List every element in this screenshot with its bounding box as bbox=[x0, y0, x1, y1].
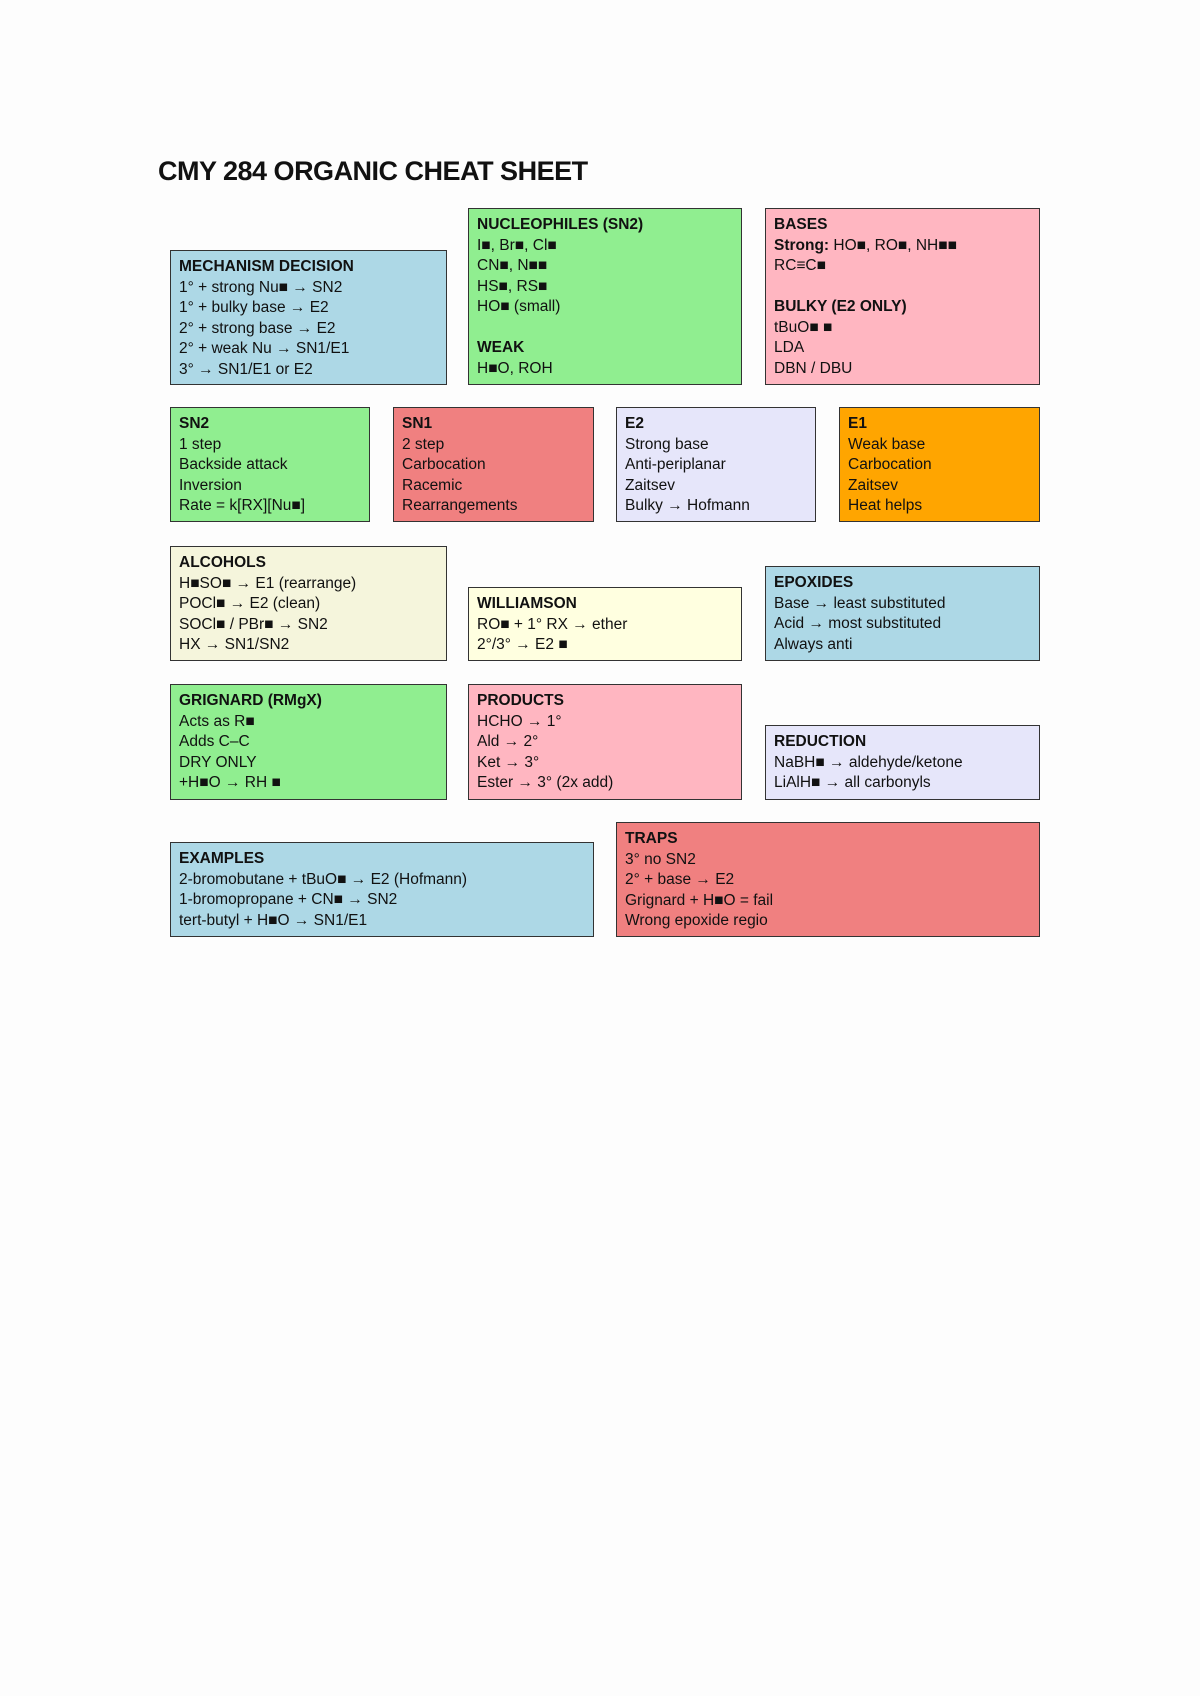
box-line: Zaitsev bbox=[625, 476, 675, 494]
box-line: Ket → 3° bbox=[477, 753, 540, 771]
box-line: Always anti bbox=[774, 635, 853, 653]
box-line: Grignard + H■O = fail bbox=[625, 891, 774, 909]
box-heading: SN2 bbox=[179, 415, 210, 432]
box-line: 2-bromobutane + tBuO■ → E2 (Hofmann) bbox=[179, 870, 468, 888]
box-line: HX → SN1/SN2 bbox=[179, 636, 290, 653]
box-line: 2° + strong base → E2 bbox=[179, 319, 336, 337]
traps-box bbox=[616, 822, 1040, 937]
box-line: 1° + bulky base → E2 bbox=[179, 299, 329, 316]
box-line: 2°/3° → E2 ■ bbox=[477, 636, 568, 653]
alcohols-box bbox=[170, 546, 447, 661]
strong-label: Strong: bbox=[774, 236, 830, 254]
sn1-box bbox=[393, 407, 594, 522]
box-heading: E2 bbox=[625, 415, 644, 432]
box-heading: SN1 bbox=[402, 415, 433, 432]
box-line: 1-bromopropane + CN■ → SN2 bbox=[179, 891, 398, 908]
box-heading: NUCLEOPHILES (SN2) bbox=[477, 216, 644, 233]
page-title: CMY 284 ORGANIC CHEAT SHEET bbox=[158, 156, 588, 186]
examples-box bbox=[170, 842, 594, 937]
box-line: Carbocation bbox=[848, 456, 932, 473]
e2-box bbox=[616, 407, 816, 522]
box-line: HS■, RS■ bbox=[477, 277, 548, 295]
reduction-box bbox=[765, 725, 1040, 800]
nucleophiles-box bbox=[468, 208, 742, 385]
box-subheading: WEAK bbox=[477, 339, 525, 356]
box-heading: BASES bbox=[774, 216, 828, 233]
box-line: tert-butyl + H■O → SN1/E1 bbox=[179, 911, 368, 929]
box-line: H■O, ROH bbox=[477, 359, 553, 377]
mechanism-decision-box bbox=[170, 250, 447, 385]
box-line: LiAlH■ → all carbonyls bbox=[774, 774, 931, 791]
box-line: DBN / DBU bbox=[774, 359, 853, 377]
epoxides-box bbox=[765, 566, 1040, 661]
e1-box bbox=[839, 407, 1040, 522]
box-heading: REDUCTION bbox=[774, 733, 867, 750]
box-heading: ALCOHOLS bbox=[179, 554, 266, 571]
box-heading: EXAMPLES bbox=[179, 850, 265, 867]
sn2-box bbox=[170, 407, 370, 522]
box-line bbox=[774, 277, 1031, 298]
bases-box bbox=[765, 208, 1040, 385]
box-line: Zaitsev bbox=[848, 476, 898, 494]
box-line: NaBH■ → aldehyde/ketone bbox=[774, 753, 963, 771]
box-line bbox=[774, 236, 1031, 257]
williamson-box bbox=[468, 587, 742, 661]
box-line: Rearrangements bbox=[402, 497, 518, 514]
box-line: +H■O → RH ■ bbox=[179, 774, 281, 791]
box-heading: GRIGNARD (RMgX) bbox=[179, 692, 322, 709]
box-line: 3° → SN1/E1 or E2 bbox=[179, 360, 313, 378]
box-line: Inversion bbox=[179, 476, 242, 494]
box-heading: PRODUCTS bbox=[477, 692, 564, 709]
box-line: Ald → 2° bbox=[477, 733, 539, 750]
box-line: LDA bbox=[774, 339, 805, 356]
box-subheading: BULKY (E2 ONLY) bbox=[774, 298, 907, 315]
box-line: Acts as R■ bbox=[179, 712, 255, 730]
box-heading: MECHANISM DECISION bbox=[179, 258, 354, 275]
box-line: DRY ONLY bbox=[179, 753, 257, 771]
box-line: Heat helps bbox=[848, 497, 923, 514]
grignard-box bbox=[170, 684, 447, 800]
box-line: Carbocation bbox=[402, 456, 486, 473]
box-line: I■, Br■, Cl■ bbox=[477, 236, 557, 254]
box-line: 2° + weak Nu → SN1/E1 bbox=[179, 340, 350, 357]
box-line: POCl■ → E2 (clean) bbox=[179, 595, 321, 612]
box-line: HO■ (small) bbox=[477, 298, 561, 315]
products-box bbox=[468, 684, 742, 800]
box-line: Strong base bbox=[625, 435, 709, 453]
box-line: Racemic bbox=[402, 476, 463, 494]
box-line: Wrong epoxide regio bbox=[625, 912, 768, 929]
box-line: 2 step bbox=[402, 435, 445, 453]
box-line: Base → least substituted bbox=[774, 594, 946, 612]
box-line: RC≡C■ bbox=[774, 257, 826, 274]
box-line: RO■ + 1° RX → ether bbox=[477, 615, 628, 633]
box-line: H■SO■ → E1 (rearrange) bbox=[179, 574, 357, 592]
box-heading: E1 bbox=[848, 415, 867, 432]
box-line: Bulky → Hofmann bbox=[625, 497, 750, 514]
box-heading: WILLIAMSON bbox=[477, 595, 577, 612]
box-line: 1° + strong Nu■ → SN2 bbox=[179, 278, 343, 296]
box-line: 2° + base → E2 bbox=[625, 871, 735, 888]
box-line: 3° no SN2 bbox=[625, 850, 696, 868]
box-heading: EPOXIDES bbox=[774, 574, 854, 591]
box-heading: TRAPS bbox=[625, 830, 678, 847]
box-line: Acid → most substituted bbox=[774, 615, 942, 632]
box-line: HCHO → 1° bbox=[477, 712, 562, 730]
box-line: Rate = k[RX][Nu■] bbox=[179, 497, 306, 514]
box-line bbox=[477, 318, 733, 339]
box-line: CN■, N■■ bbox=[477, 257, 548, 274]
box-line: Adds C–C bbox=[179, 733, 250, 750]
strong-value: HO■, RO■, NH■■ bbox=[829, 236, 957, 254]
box-line: 1 step bbox=[179, 435, 222, 453]
box-line: Ester → 3° (2x add) bbox=[477, 774, 614, 791]
box-line: tBuO■ ■ bbox=[774, 318, 833, 336]
box-line: Anti-periplanar bbox=[625, 456, 726, 473]
box-line: SOCl■ / PBr■ → SN2 bbox=[179, 615, 328, 633]
box-line: Weak base bbox=[848, 435, 926, 453]
box-line: Backside attack bbox=[179, 456, 288, 473]
